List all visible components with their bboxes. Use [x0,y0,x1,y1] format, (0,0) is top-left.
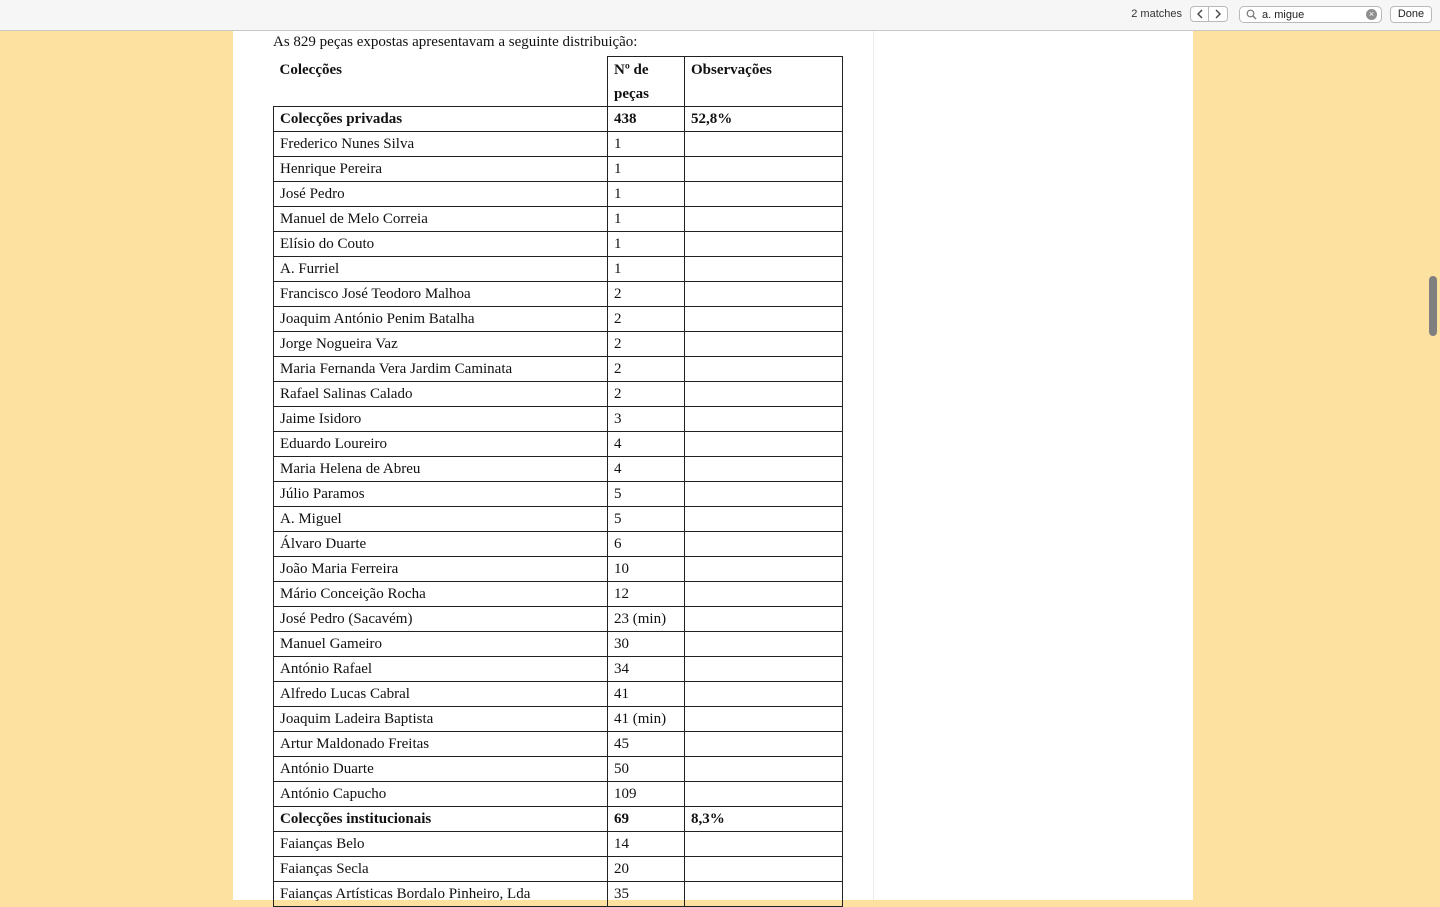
table-row [274,132,843,157]
collection-name-cell: Henrique Pereira [274,157,608,182]
table-row [274,257,843,282]
collection-name-cell: António Duarte [274,757,608,782]
table-row [274,882,843,907]
piece-count-cell: 50 [608,757,685,782]
collection-name-cell: António Rafael [274,657,608,682]
collection-name-cell: Eduardo Loureiro [274,432,608,457]
collection-name-cell: Faianças Belo [274,832,608,857]
find-search-input[interactable]: a. migue [1262,9,1305,21]
collection-name-cell: Maria Helena de Abreu [274,457,608,482]
table-row [274,182,843,207]
collection-name-cell: Artur Maldonado Freitas [274,732,608,757]
collection-name-cell: Álvaro Duarte [274,532,608,557]
collection-name-cell: Colecções privadas [274,107,608,132]
piece-count-cell: 6 [608,532,685,557]
piece-count-cell: 1 [608,257,685,282]
piece-count-cell: 41 [608,682,685,707]
observation-cell [685,157,843,182]
table-row [274,782,843,807]
collection-name-cell: João Maria Ferreira [274,557,608,582]
table-row [274,607,843,632]
page-divider [873,31,874,900]
collection-name-cell: José Pedro [274,182,608,207]
observation-cell [685,532,843,557]
table-row [274,507,843,532]
observation-cell [685,282,843,307]
collection-name-cell: Colecções institucionais [274,807,608,832]
table-row [274,657,843,682]
piece-count-cell: 438 [608,107,685,132]
piece-count-cell: 1 [608,157,685,182]
observation-cell [685,507,843,532]
piece-count-cell: 3 [608,407,685,432]
piece-count-cell: 2 [608,307,685,332]
piece-count-cell: 23 (min) [608,607,685,632]
table-row [274,757,843,782]
piece-count-cell: 30 [608,632,685,657]
collection-name-cell: José Pedro (Sacavém) [274,607,608,632]
piece-count-cell: 1 [608,207,685,232]
collection-name-cell: Manuel de Melo Correia [274,207,608,232]
piece-count-cell: 12 [608,582,685,607]
collection-name-cell: Faianças Artísticas Bordalo Pinheiro, Lda [274,882,608,907]
piece-count-cell: 1 [608,232,685,257]
table-row [274,707,843,732]
collection-name-cell: Jaime Isidoro [274,407,608,432]
observation-cell [685,582,843,607]
collection-name-cell: António Capucho [274,782,608,807]
collection-name-cell: Faianças Secla [274,857,608,882]
scrollbar-thumb[interactable] [1429,276,1437,336]
piece-count-cell: 20 [608,857,685,882]
piece-count-cell: 14 [608,832,685,857]
collection-name-cell: A. Furriel [274,257,608,282]
collection-name-cell: Alfredo Lucas Cabral [274,682,608,707]
collection-name-cell: Júlio Paramos [274,482,608,507]
observation-cell: 52,8% [685,107,843,132]
clear-search-icon[interactable]: × [1366,9,1377,20]
piece-count-cell: 4 [608,457,685,482]
search-icon [1246,9,1257,20]
previous-match-button[interactable] [1190,6,1209,22]
table-row [274,582,843,607]
piece-count-cell: 2 [608,382,685,407]
header-piece-count: Nº de peças [608,57,685,107]
scrollbar-track[interactable] [1425,31,1440,900]
piece-count-cell: 35 [608,882,685,907]
table-row [274,857,843,882]
observation-cell [685,707,843,732]
piece-count-cell: 109 [608,782,685,807]
table-row [274,357,843,382]
collection-name-cell: Joaquim Ladeira Baptista [274,707,608,732]
piece-count-cell: 2 [608,282,685,307]
piece-count-cell: 5 [608,507,685,532]
observation-cell [685,657,843,682]
piece-count-cell: 5 [608,482,685,507]
observation-cell [685,632,843,657]
table-row [274,282,843,307]
observation-cell [685,857,843,882]
table-row [274,407,843,432]
observation-cell [685,557,843,582]
observation-cell [685,757,843,782]
table-row [274,307,843,332]
observation-cell [685,732,843,757]
observation-cell [685,882,843,907]
piece-count-cell: 10 [608,557,685,582]
table-row [274,482,843,507]
table-row [274,532,843,557]
table-row [274,207,843,232]
table-row [274,557,843,582]
header-collections: Colecções [274,57,608,107]
match-count: 2 matches [1131,8,1182,20]
collection-name-cell: Francisco José Teodoro Malhoa [274,282,608,307]
collection-name-cell: Elísio do Couto [274,232,608,257]
table-row [274,732,843,757]
observation-cell [685,307,843,332]
observation-cell [685,682,843,707]
observation-cell [685,432,843,457]
piece-count-cell: 1 [608,182,685,207]
chevron-left-icon [1196,9,1204,19]
find-bar [0,0,1440,31]
observation-cell [685,182,843,207]
collection-name-cell: Frederico Nunes Silva [274,132,608,157]
table-row [274,807,843,832]
table-row [274,232,843,257]
intro-paragraph: As 829 peças expostas apresentavam a seguinte distribuição: [273,34,638,50]
next-match-button[interactable] [1209,6,1228,22]
piece-count-cell: 34 [608,657,685,682]
table-row [274,682,843,707]
collection-name-cell: Manuel Gameiro [274,632,608,657]
observation-cell [685,382,843,407]
observation-cell [685,482,843,507]
table-row [274,107,843,132]
document-page [233,31,1193,900]
table-row [274,157,843,182]
collection-name-cell: Jorge Nogueira Vaz [274,332,608,357]
observation-cell [685,407,843,432]
done-button[interactable]: Done [1390,6,1432,23]
piece-count-cell: 41 (min) [608,707,685,732]
observation-cell [685,357,843,382]
observation-cell [685,782,843,807]
observation-cell [685,207,843,232]
piece-count-cell: 4 [608,432,685,457]
observation-cell [685,832,843,857]
header-observations: Observações [685,57,843,107]
collection-name-cell: Joaquim António Penim Batalha [274,307,608,332]
collection-name-cell: Mário Conceição Rocha [274,582,608,607]
piece-count-cell: 2 [608,357,685,382]
observation-cell: 8,3% [685,807,843,832]
table-row [274,457,843,482]
observation-cell [685,232,843,257]
piece-count-cell: 1 [608,132,685,157]
collection-name-cell: Rafael Salinas Calado [274,382,608,407]
table-row [274,382,843,407]
observation-cell [685,257,843,282]
piece-count-cell: 2 [608,332,685,357]
table-row [274,832,843,857]
piece-count-cell: 69 [608,807,685,832]
find-search-field[interactable] [1239,6,1382,23]
table-header-row [274,57,843,107]
piece-count-cell: 45 [608,732,685,757]
chevron-right-icon [1214,9,1222,19]
table-row [274,332,843,357]
collection-name-cell: Maria Fernanda Vera Jardim Caminata [274,357,608,382]
table-row [274,432,843,457]
observation-cell [685,457,843,482]
observation-cell [685,332,843,357]
collections-table [273,56,843,907]
observation-cell [685,607,843,632]
observation-cell [685,132,843,157]
table-row [274,632,843,657]
collection-name-cell: A. Miguel [274,507,608,532]
